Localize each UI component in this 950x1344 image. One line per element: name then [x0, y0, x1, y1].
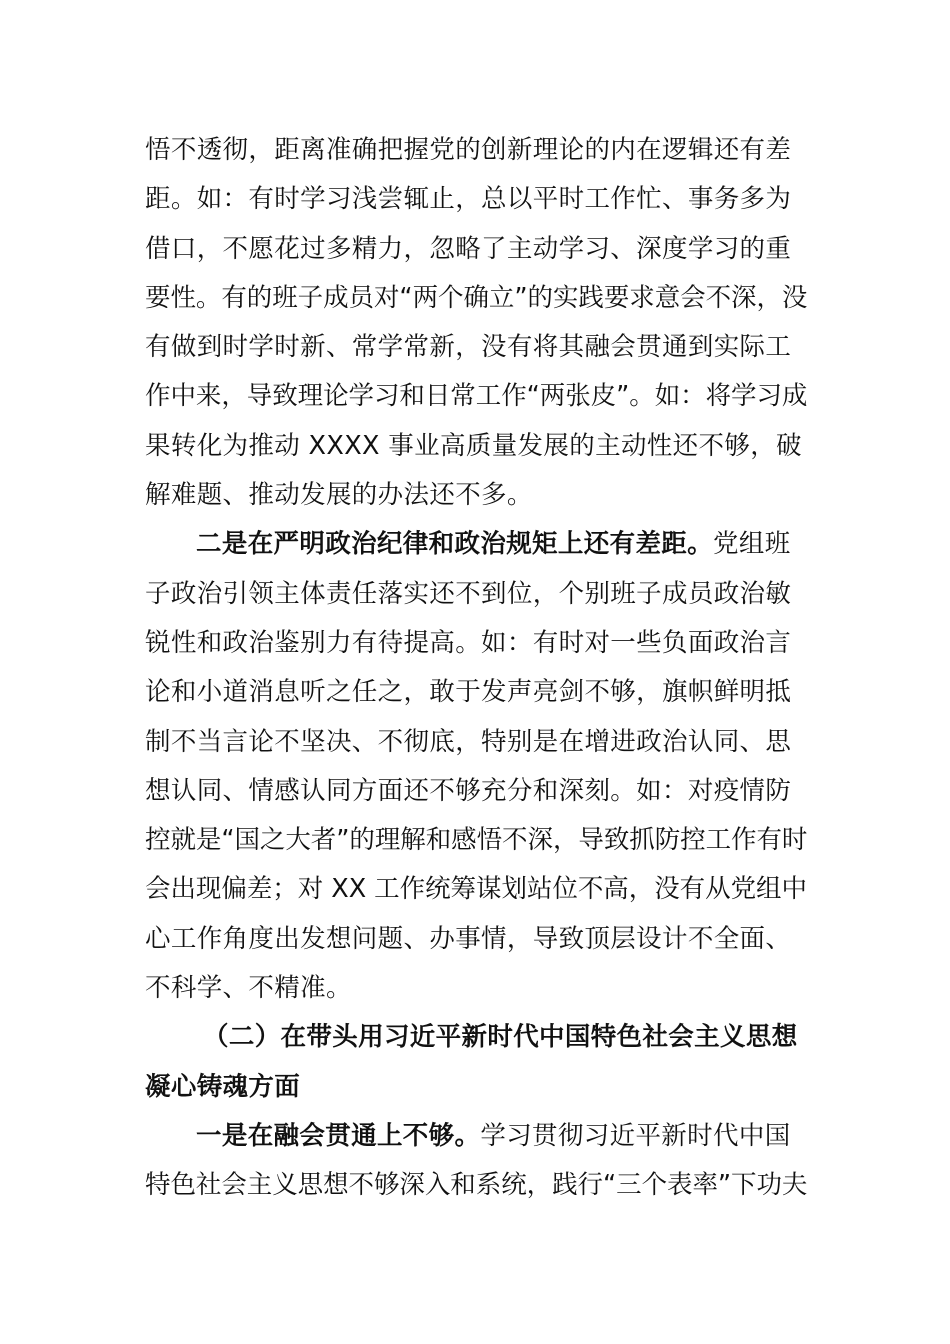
paragraph-line: 控就是“国之大者”的理解和感悟不深，导致抓防控工作有时 [145, 825, 808, 856]
section3-lead-line [145, 1112, 807, 1161]
paragraph-line: 制不当言论不坚决、不彻底，特别是在增进政治认同、思 [145, 726, 792, 757]
paragraph-line: 论和小道消息听之任之，敢于发声亮剑不够，旗帜鲜明抵 [145, 677, 792, 708]
paragraph-line: 距。如：有时学习浅尝辄止，总以平时工作忙、事务多为 [145, 184, 792, 215]
document-body [145, 126, 807, 1211]
paragraph-line: 要性。有的班子成员对“两个确立”的实践要求意会不深，没 [145, 282, 808, 313]
paragraph-line: 悟不透彻，距离准确把握党的创新理论的内在逻辑还有差 [145, 135, 792, 165]
paragraph-line: 解难题、推动发展的办法还不多。 [145, 480, 533, 511]
paragraph-line: 想认同、情感认同方面还不够充分和深刻。如：对疫情防 [145, 775, 792, 806]
paragraph-line: 会出现偏差；对 XX 工作统筹谋划站位不高，没有从党组中 [145, 874, 807, 905]
paragraph-line: 果转化为推动 XXXX 事业高质量发展的主动性还不够，破 [145, 430, 802, 461]
section2-lead-rest: 党组班 [713, 529, 791, 560]
paragraph-line: 作中来，导致理论学习和日常工作“两张皮”。如：将学习成 [145, 381, 808, 412]
section2-lead-line [145, 520, 807, 569]
section-heading-line1: （二）在带头用习近平新时代中国特色社会主义思想 [203, 1022, 798, 1053]
paragraph-line: 子政治引领主体责任落实还不到位，个别班子成员政治敏 [145, 578, 792, 609]
section2-lead-bold: 二是在严明政治纪律和政治规矩上还有差距。 [196, 529, 714, 560]
paragraph-line: 借口，不愿花过多精力，忽略了主动学习、深度学习的重 [145, 233, 792, 264]
paragraph-line: 心工作角度出发想问题、办事情，导致顶层设计不全面、 [145, 923, 792, 954]
paragraph-line: 特色社会主义思想不够深入和系统，践行“三个表率”下功夫 [145, 1170, 808, 1201]
paragraph-line: 不科学、不精准。 [145, 973, 352, 1004]
section3-lead-rest: 学习贯彻习近平新时代中国 [480, 1120, 791, 1151]
paragraph-line: 锐性和政治鉴别力有待提高。如：有时对一些负面政治言 [145, 627, 792, 658]
paragraph-line: 有做到时学时新、常学常新，没有将其融会贯通到实际工 [145, 332, 792, 363]
section-heading-line2: 凝心铸魂方面 [145, 1071, 301, 1102]
section3-lead-bold: 一是在融会贯通上不够。 [196, 1120, 481, 1151]
